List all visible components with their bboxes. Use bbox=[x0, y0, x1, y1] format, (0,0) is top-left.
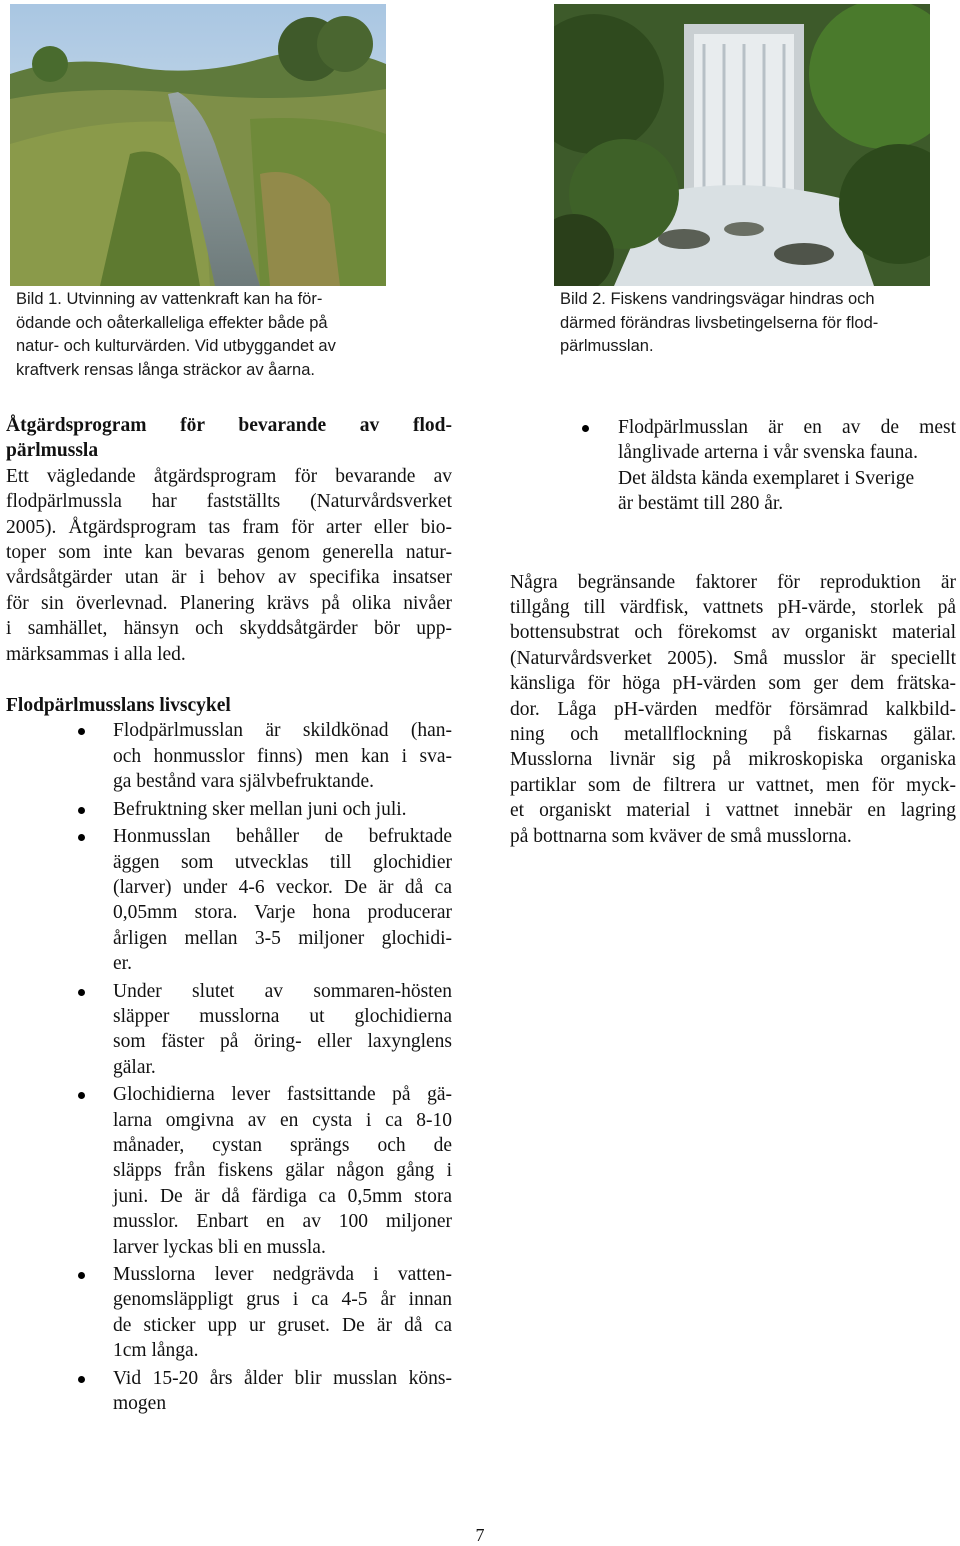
caption-bild-1 bbox=[16, 288, 386, 382]
text-line: 0,05mm stora. Varje hona producerar bbox=[113, 902, 452, 924]
bullet-icon bbox=[78, 728, 85, 735]
caption-bild-2 bbox=[560, 288, 932, 359]
text-line: släpper musslorna ut glochidierna bbox=[113, 1005, 452, 1027]
text-line: Befruktning sker mellan juni och juli. bbox=[113, 798, 407, 820]
list-item bbox=[6, 1262, 452, 1364]
text-line: Musslorna livnär sig på mikroskopiska organiska bbox=[510, 749, 956, 771]
text-line: Vid 15-20 års ålder blir musslan köns- bbox=[113, 1367, 452, 1389]
list-item bbox=[510, 415, 956, 517]
text-line: ning och metallflockning på fiskarnas gälar. bbox=[510, 724, 956, 746]
text-line: märksammas i alla led. bbox=[6, 643, 186, 665]
list-item bbox=[6, 718, 452, 794]
heading-line: pärlmussla bbox=[6, 440, 99, 462]
text-line: Glochidierna lever fastsittande på gä- bbox=[113, 1084, 452, 1106]
text-line: toper som inte kan bevaras genom generella natur- bbox=[6, 542, 452, 564]
page-number: 7 bbox=[475, 1525, 485, 1545]
list-item bbox=[6, 1366, 452, 1417]
text-line: de sticker upp ur gruset. De är då ca bbox=[113, 1314, 452, 1336]
left-column bbox=[6, 413, 452, 1418]
text-line: för sin överlevnad. Planering krävs på olika nivåer bbox=[6, 592, 452, 614]
bullet-icon bbox=[582, 425, 589, 432]
text-line: (Naturvårdsverket 2005). Små musslor är speciellt bbox=[510, 647, 956, 669]
paragraph-atgardsprogram bbox=[6, 464, 452, 667]
text-line: er. bbox=[113, 953, 132, 975]
text-line: äggen som utvecklas till glochidier bbox=[113, 851, 452, 873]
text-line: gälar. bbox=[113, 1056, 156, 1078]
text-line: känsliga för höga pH-värden som ger dem frätska- bbox=[510, 673, 956, 695]
text-line: är bestämt till 280 år. bbox=[618, 493, 784, 515]
text-line: bottensubstrat och förekomst av organiskt material bbox=[510, 622, 956, 644]
text-line: 2005). Åtgärdsprogram tas fram för arter eller bio- bbox=[6, 516, 452, 538]
text-line: et organiskt material i vattnet innebär en lagring bbox=[510, 800, 956, 822]
paragraph-begransande-faktorer bbox=[510, 570, 956, 849]
text-line: Flodpärlmusslan är en av de mest bbox=[618, 417, 956, 438]
heading-line: Åtgärdsprogram för bevarande av flod- bbox=[6, 415, 452, 436]
text-line: ga bestånd vara självbefruktande. bbox=[113, 771, 374, 793]
bullet-icon bbox=[78, 1376, 85, 1383]
text-line: Under slutet av sommaren-hösten bbox=[113, 980, 452, 1002]
text-line: årligen mellan 3-5 miljoner glochidi- bbox=[113, 927, 452, 949]
right-bullet-list bbox=[510, 415, 956, 517]
text-line: Det äldsta kända exemplaret i Sverige bbox=[618, 467, 915, 489]
bullet-icon bbox=[78, 834, 85, 841]
text-line: som fäster på öring- eller laxynglens bbox=[113, 1031, 452, 1053]
caption-line: ödande och oåterkalleliga effekter både på bbox=[16, 313, 328, 332]
section-heading-livscykel: Flodpärlmusslans livscykel bbox=[6, 695, 231, 717]
bullet-icon bbox=[78, 989, 85, 996]
text-line: månader, cystan sprängs och de bbox=[113, 1134, 452, 1156]
list-item bbox=[6, 979, 452, 1081]
text-line: långlivade arterna i vår svenska fauna. bbox=[618, 442, 918, 464]
bullet-icon bbox=[78, 1272, 85, 1279]
text-line: larna omgivna av en cysta i ca 8-10 bbox=[113, 1109, 452, 1131]
text-line: vårdsåtgärder utan är i behov av specifika insatser bbox=[6, 567, 452, 589]
text-line: Musslorna lever nedgrävda i vatten- bbox=[113, 1264, 452, 1285]
caption-line: natur- och kulturvärden. Vid utbyggandet av bbox=[16, 337, 336, 355]
text-line: musslor. Enbart en av 100 miljoner bbox=[113, 1211, 452, 1233]
photo-stream-meadow bbox=[10, 4, 386, 286]
text-line: Flodpärlmusslan är skildkönad (han- bbox=[113, 720, 452, 742]
text-line: juni. De är då färdiga ca 0,5mm stora bbox=[113, 1185, 452, 1207]
section-heading-atgardsprogram bbox=[6, 413, 452, 464]
caption-line: pärlmusslan. bbox=[560, 337, 654, 355]
text-line: partiklar som de filtrera ur vattnet, men för myck- bbox=[510, 774, 956, 796]
photo-dam-waterfall bbox=[554, 4, 930, 286]
list-item bbox=[6, 797, 452, 822]
text-line: i samhället, hänsyn och skyddsåtgärder bör upp- bbox=[6, 618, 452, 640]
text-line: tillgång till värdfisk, vattnets pH-värde, storlek på bbox=[510, 597, 956, 619]
text-line: Några begränsande faktorer för reproduktion är bbox=[510, 571, 956, 593]
list-item bbox=[6, 824, 452, 976]
text-line: dor. Låga pH-värden medför försämrad kalkbild- bbox=[510, 698, 956, 720]
text-line: släpps från fiskens gälar någon gång i bbox=[113, 1160, 452, 1182]
text-line: och honmusslor finns) men kan i sva- bbox=[113, 745, 452, 767]
caption-line: Bild 2. Fiskens vandringsvägar hindras och bbox=[560, 290, 875, 308]
text-line: Ett vägledande åtgärdsprogram för bevarande av bbox=[6, 465, 452, 487]
text-line: på bottnarna som kväver de små musslorna. bbox=[510, 825, 852, 847]
caption-line: Bild 1. Utvinning av vattenkraft kan ha för- bbox=[16, 290, 323, 308]
text-line: flodpärlmussla har fastställts (Naturvårdsverket bbox=[6, 491, 452, 513]
text-line: larver lyckas bli en mussla. bbox=[113, 1236, 326, 1258]
list-item bbox=[6, 1082, 452, 1260]
text-line: (larver) under 4-6 veckor. De är då ca bbox=[113, 876, 452, 898]
livscykel-bullet-list bbox=[6, 718, 452, 1416]
bullet-icon bbox=[78, 807, 85, 814]
right-column bbox=[510, 415, 956, 849]
bullet-icon bbox=[78, 1092, 85, 1099]
caption-line: kraftverk rensas långa sträckor av åarna. bbox=[16, 360, 315, 379]
text-line: genomsläppligt grus i ca 4-5 år innan bbox=[113, 1289, 452, 1311]
text-line: mogen bbox=[113, 1393, 167, 1415]
caption-line: därmed förändras livsbetingelserna för flod- bbox=[560, 313, 879, 332]
text-line: 1cm långa. bbox=[113, 1340, 199, 1362]
text-line: Honmusslan behåller de befruktade bbox=[113, 826, 452, 848]
